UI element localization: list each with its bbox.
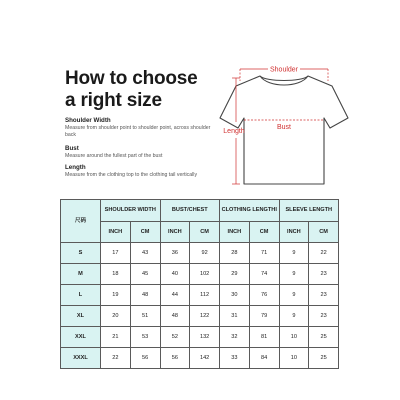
measurement-cell: 32	[220, 327, 250, 348]
page-title	[65, 68, 198, 112]
table-row	[61, 306, 339, 327]
table-header-groups	[61, 200, 339, 222]
title-line-2: a right size	[65, 90, 162, 111]
group-shoulder-width: SHOULDER WIDTH	[101, 200, 161, 222]
measurement-cell: 25	[309, 327, 339, 348]
measurement-cell: 112	[190, 285, 220, 306]
measurement-cell: 22	[309, 243, 339, 264]
unit-cell: INCH	[101, 222, 131, 243]
guide-bust-desc: Measure around the fullest part of the bust	[65, 153, 163, 159]
measurement-cell: 30	[220, 285, 250, 306]
guide-bust-title: Bust	[65, 145, 79, 152]
unit-cell: INCH	[160, 222, 190, 243]
measurement-cell: 40	[160, 264, 190, 285]
measurement-cell: 79	[249, 306, 279, 327]
size-header: 尺码	[61, 200, 101, 243]
measurement-cell: 22	[101, 348, 131, 369]
guide-length-desc: Measure from the clothing top to the clothing tail vertically	[65, 172, 198, 178]
shoulder-label: Shoulder	[269, 66, 299, 74]
group-clothing-length: CLOTHING LENGTHI	[220, 200, 280, 222]
size-label-cell: L	[61, 285, 101, 306]
unit-cell: INCH	[220, 222, 250, 243]
guide-length-title: Length	[65, 164, 86, 171]
measurement-cell: 29	[220, 264, 250, 285]
measurement-cell: 17	[101, 243, 131, 264]
measurement-cell: 81	[249, 327, 279, 348]
measurement-cell: 10	[279, 327, 309, 348]
measurement-cell: 36	[160, 243, 190, 264]
group-sleeve-length: SLEEVE LENGTH	[279, 200, 339, 222]
measurement-cell: 9	[279, 285, 309, 306]
measurement-cell: 18	[101, 264, 131, 285]
measurement-cell: 53	[130, 327, 160, 348]
measurement-cell: 44	[160, 285, 190, 306]
measurement-cell: 56	[130, 348, 160, 369]
size-label-cell: S	[61, 243, 101, 264]
length-label: Length	[223, 128, 245, 135]
size-label-cell: XXL	[61, 327, 101, 348]
measurement-cell: 33	[220, 348, 250, 369]
measurement-cell: 52	[160, 327, 190, 348]
measurement-cell: 43	[130, 243, 160, 264]
measurement-cell: 19	[101, 285, 131, 306]
measurement-cell: 9	[279, 243, 309, 264]
guide-shoulder-title: Shoulder Width	[65, 117, 111, 124]
table-row	[61, 327, 339, 348]
size-label-cell: M	[61, 264, 101, 285]
guide-length	[65, 164, 215, 179]
measurement-cell: 10	[279, 348, 309, 369]
table-row	[61, 243, 339, 264]
title-line-1: How to choose	[65, 68, 198, 89]
unit-cell: CM	[130, 222, 160, 243]
measurement-cell: 48	[130, 285, 160, 306]
measurement-cell: 45	[130, 264, 160, 285]
guide-shoulder-desc: Measure from shoulder point to shoulder point, across shoulder back	[65, 125, 211, 138]
measurement-cell: 23	[309, 285, 339, 306]
size-chart-table	[60, 199, 339, 369]
measurement-cell: 31	[220, 306, 250, 327]
table-row	[61, 264, 339, 285]
size-rows	[61, 243, 339, 369]
measurement-cell: 71	[249, 243, 279, 264]
tshirt-diagram	[214, 52, 354, 197]
measurement-cell: 9	[279, 306, 309, 327]
size-label-cell: XL	[61, 306, 101, 327]
unit-cell: CM	[249, 222, 279, 243]
measurement-cell: 102	[190, 264, 220, 285]
unit-cell: CM	[309, 222, 339, 243]
measurement-cell: 51	[130, 306, 160, 327]
guide-shoulder	[65, 117, 215, 138]
unit-cell: CM	[190, 222, 220, 243]
measurement-cell: 76	[249, 285, 279, 306]
table-row	[61, 285, 339, 306]
size-label-cell: XXXL	[61, 348, 101, 369]
measurement-cell: 142	[190, 348, 220, 369]
measurement-cell: 28	[220, 243, 250, 264]
measurement-cell: 74	[249, 264, 279, 285]
measurement-cell: 23	[309, 306, 339, 327]
group-bust-chest: BUST/CHEST	[160, 200, 220, 222]
measurement-cell: 25	[309, 348, 339, 369]
guide-bust	[65, 145, 215, 160]
measurement-cell: 21	[101, 327, 131, 348]
measurement-cell: 132	[190, 327, 220, 348]
unit-cell: INCH	[279, 222, 309, 243]
table-row	[61, 348, 339, 369]
measurement-cell: 84	[249, 348, 279, 369]
measurement-cell: 122	[190, 306, 220, 327]
measurement-cell: 20	[101, 306, 131, 327]
measurement-cell: 48	[160, 306, 190, 327]
bust-label: Bust	[276, 124, 292, 131]
table-header-units	[61, 222, 339, 243]
measurement-cell: 56	[160, 348, 190, 369]
measurement-cell: 23	[309, 264, 339, 285]
measurement-cell: 9	[279, 264, 309, 285]
measurement-cell: 92	[190, 243, 220, 264]
